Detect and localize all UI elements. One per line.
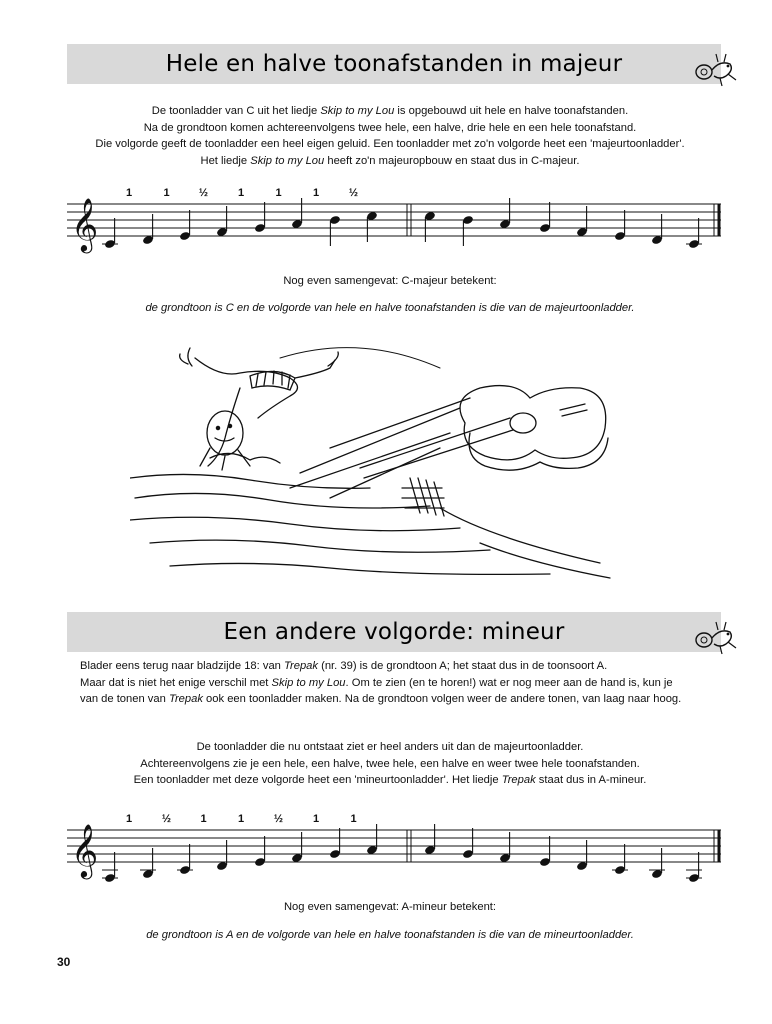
interval-label: 1 [163, 187, 170, 199]
conclusion-text: de grondtoon is C en de volgorde van hele en halve toonafstanden is die van de majeurtoonladder. [145, 302, 635, 314]
interval-label: 1 [125, 187, 133, 199]
minor-scale-staff [0, 806, 772, 886]
interval-label: 1 [312, 813, 320, 825]
summary-heading: Nog even samengevat: A-mineur betekent: [283, 901, 497, 913]
interval-label: 1 [275, 187, 282, 199]
interval-label: 1 [350, 813, 357, 825]
conclusion-text: de grondtoon is A en de volgorde van hele en halve toonafstanden is die van de mineurtoonladder. [146, 929, 634, 941]
trepak-paragraph: Blader eens terug naar bladzijde 18: van Trepak (nr. 39) is de grondtoon A; het staat dus in de toonsoort A. Maar dat is niet het enige verschil met Skip to my Lou. Om te zien (en te horen!) wat er nog meer aan de hand is, kun je van de tonen van Trepak ook een toonladder maken. Na de grondtoon volgen weer de andere tonen, van laag naar hoog. [80, 660, 682, 705]
major-scale-staff [0, 180, 772, 260]
treble-clef-icon: 𝄞 [71, 823, 99, 877]
interval-label: 1 [237, 187, 245, 199]
section-title-bar [67, 612, 721, 652]
interval-label: ½ [198, 187, 209, 199]
interval-label: 1 [125, 813, 133, 825]
interval-label: 1 [200, 813, 207, 825]
section-title: Een andere volgorde: mineur [223, 619, 565, 645]
interval-label: ½ [273, 813, 284, 825]
gecko-icon [690, 618, 740, 658]
interval-label: ½ [161, 813, 172, 825]
interval-label: 1 [312, 187, 320, 199]
section-title-bar [67, 44, 721, 84]
intro-paragraph: De toonladder van C uit het liedje Skip to my Lou is opgebouwd uit hele en halve toonafstanden. Na de grondtoon komen achtereenvolgens twee hele, een halve, drie hele en een hele toonafstand. Die volgorde geeft de toonladder een heel eigen geluid. Een toonladder met zo'n volgorde heet een 'majeurtoonladder'. Het liedje Skip to my Lou heeft zo'n majeuropbouw en staat dus in C-majeur. [95, 105, 685, 167]
interval-label: ½ [348, 187, 359, 199]
minor-scale-paragraph: De toonladder die nu ontstaat ziet er heel anders uit dan de majeurtoonladder. Achtereenvolgens zie je een hele, een halve, twee hele, een halve en weer twee hele toonafstanden. Een toonladder met deze volgorde heet een 'mineurtoonladder'. Het liedje Trepak staat dus in A-mineur. [133, 741, 647, 786]
gecko-icon [690, 50, 740, 90]
bear-diving-guitar-illustration [130, 338, 630, 583]
treble-clef-icon: 𝄞 [71, 197, 99, 251]
page-number: 30 [57, 955, 71, 969]
section-title: Hele en halve toonafstanden in majeur [165, 51, 623, 77]
interval-label: 1 [237, 813, 245, 825]
summary-heading: Nog even samengevat: C-majeur betekent: [283, 275, 497, 287]
